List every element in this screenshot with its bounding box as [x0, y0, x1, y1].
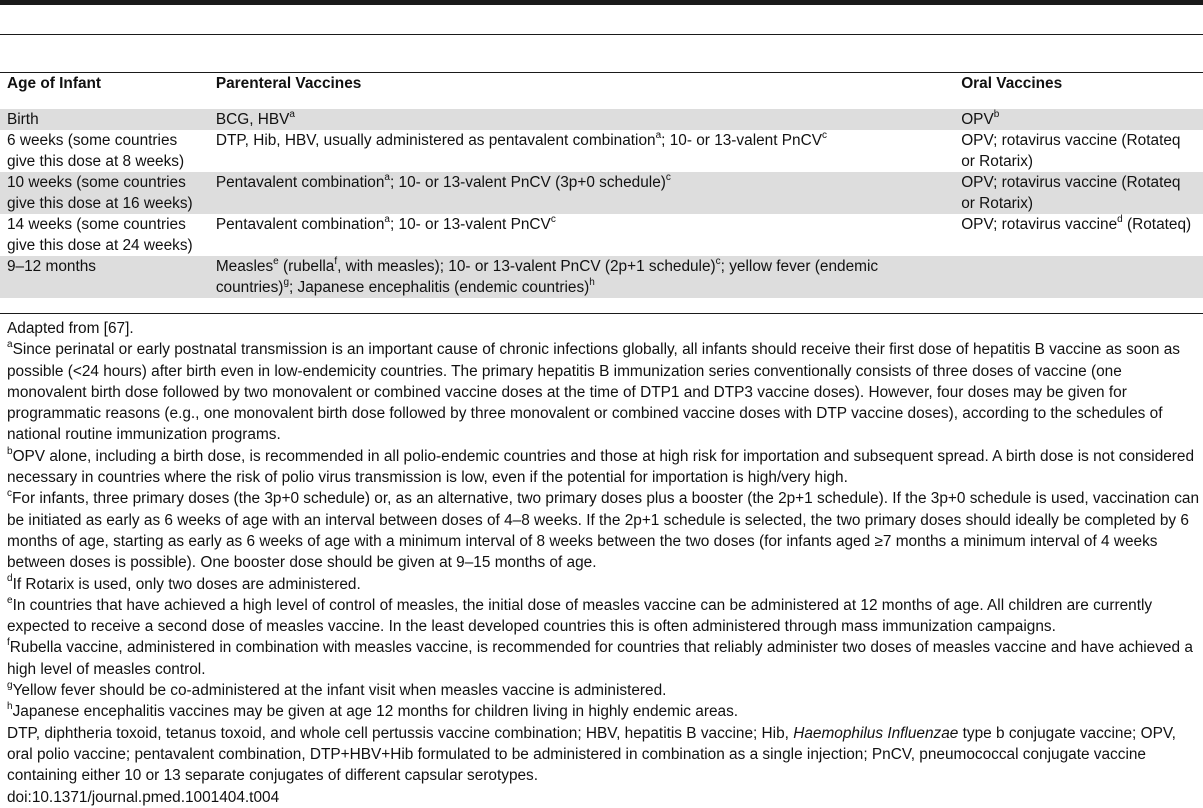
- cell-age: 14 weeks (some countries give this dose at 24 weeks): [7, 216, 193, 254]
- cell-oral: OPV; rotavirus vaccine (Rotateq or Rotarix): [954, 172, 1203, 214]
- cell-oral: OPV; rotavirus vaccine (Rotateq or Rotarix): [961, 132, 1181, 170]
- cell-parenteral: DTP, Hib, HBV, usually administered as pentavalent combination$^a$; 10- or 13-valent PnCV$^c$: [215, 129, 827, 149]
- footnote: $^a$Since perinatal or early postnatal transmission is an important cause of chronic infections globally, all infants should receive their first dose of hepatitis B vaccine as soon as possible (<24 hours) after birth even in low-endemicity countries. The primary hepatitis B immunization series conventionally consists of three doses of vaccine (one monovalent birth dose followed by two monovalent or combined vaccine doses at the time of DTP1 and DTP3 vaccine doses). However, four doses may be given for programmatic reasons (e.g., one monovalent birth dose followed by three monovalent or combined vaccine doses with DTP vaccine doses), according to the schedules of national routine immunization programs.: [7, 339, 1181, 444]
- source-note: Adapted from [67].: [7, 320, 134, 337]
- table-row: [0, 256, 1203, 298]
- table-header-row: [0, 73, 1203, 109]
- cell-age: Birth: [0, 109, 209, 130]
- header-oral-vaccines: Oral Vaccines: [961, 75, 1063, 92]
- top-border: [0, 0, 1203, 5]
- cell-parenteral: Measles$^e$ (rubella$^f$, with measles); 10- or 13-valent PnCV (2p+1 schedule)$^c$; yellow fever (endemic countries)$^g$; Japanese encephalitis (endemic countries)$^h$: [209, 256, 954, 298]
- table-row: [0, 172, 1203, 214]
- footnote: $^b$OPV alone, including a birth dose, is recommended in all polio-endemic countries and those at high risk for importation and subsequent spread. A birth dose is not considered necessary in countries where the risk of polio virus transmission is low, even if the potential for importation is high/very high.: [7, 445, 1195, 487]
- table-footnotes: [7, 318, 1201, 808]
- header-top-rule: [0, 34, 1203, 35]
- footnote: $^g$Yellow fever should be co-administered at the infant visit when measles vaccine is administered.: [7, 679, 667, 700]
- doi-note: doi:10.1371/journal.pmed.1001404.t004: [7, 788, 280, 806]
- vaccine-schedule-table: [0, 73, 1203, 298]
- footnote: $^f$Rubella vaccine, administered in combination with measles vaccine, is recommended for countries that reliably administer two doses of measles vaccine and have achieved a high level of measles control.: [7, 637, 1193, 678]
- footnote: $^d$If Rotarix is used, only two doses are administered.: [7, 573, 361, 593]
- header-age-of-infant: Age of Infant: [7, 75, 102, 92]
- footnote: $^e$In countries that have achieved a high level of control of measles, the initial dose of measles vaccine can be administered at 12 months of age. All children are currently expected to receive a second dose of measles vaccine. In the least developed countries this is often administered through mass immunization campaigns.: [7, 594, 1153, 636]
- cell-oral: OPV$^b$: [954, 109, 1203, 130]
- header-parenteral-vaccines: Parenteral Vaccines: [215, 75, 362, 92]
- footnote: $^c$For infants, three primary doses (the 3p+0 schedule) or, as an alternative, two primary doses plus a booster (the 2p+1 schedule). If the 3p+0 schedule is used, vaccination can be initiated as early as 6 weeks of age with an interval between doses of 4–8 weeks. If the 2p+1 schedule is selected, the two primary doses should ideally be completed by 6 months of age, starting as early as 6 weeks of age with a minimum interval of 8 weeks between the two doses (for infants aged ≥7 months a minimum interval of 4 weeks between doses is possible). One booster dose should be given at 9–15 months of age.: [7, 488, 1200, 572]
- cell-age: 6 weeks (some countries give this dose at 8 weeks): [7, 132, 185, 170]
- table-row: [0, 214, 1203, 256]
- footnote: $^h$Japanese encephalitis vaccines may be given at age 12 months for children living in highly endemic areas.: [7, 701, 739, 721]
- cell-age: 10 weeks (some countries give this dose at 16 weeks): [0, 172, 209, 214]
- cell-parenteral: BCG, HBV$^a$: [209, 109, 954, 130]
- cell-oral: [954, 256, 1203, 298]
- cell-oral: OPV; rotavirus vaccine$^d$ (Rotateq): [961, 213, 1192, 233]
- table-row: [0, 130, 1203, 172]
- table-row: [0, 109, 1203, 130]
- cell-age: 9–12 months: [0, 256, 209, 298]
- table-bottom-rule: [0, 313, 1203, 314]
- footnote: DTP, diphtheria toxoid, tetanus toxoid, and whole cell pertussis vaccine combination; HBV, hepatitis B vaccine; Hib, Haemophilus Influenzae type b conjugate vaccine; OPV, oral polio vaccine; pentavalent combination, DTP+HBV+Hib formulated to be administered in combination as a single injection; PnCV, pneumococcal conjugate vaccine containing either 10 or 13 separate conjugates of different capsular serotypes.: [7, 724, 1176, 785]
- cell-parenteral: Pentavalent combination$^a$; 10- or 13-valent PnCV (3p+0 schedule)$^c$: [209, 172, 954, 214]
- cell-parenteral: Pentavalent combination$^a$; 10- or 13-valent PnCV$^c$: [215, 213, 556, 233]
